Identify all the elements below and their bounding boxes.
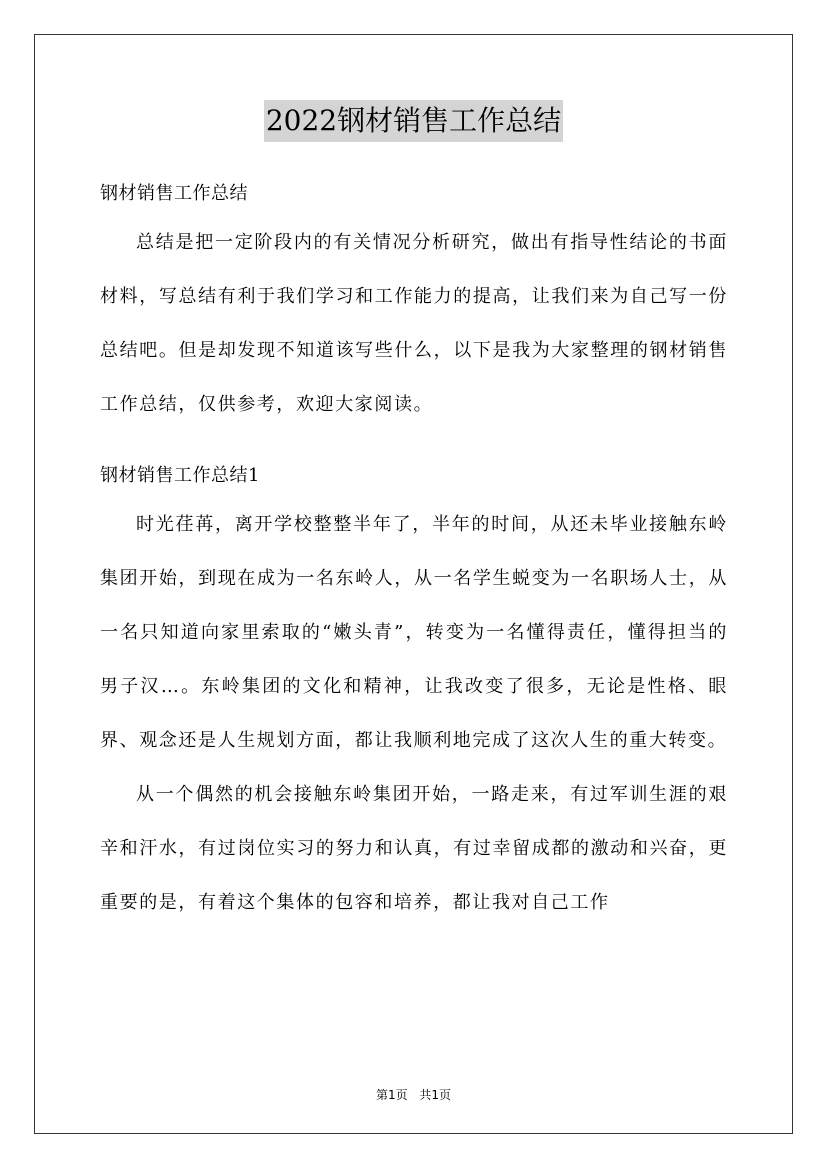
total-pages: 共1页 (419, 1088, 452, 1102)
page-number: 第1页 (375, 1088, 408, 1102)
section-spacer (100, 432, 728, 454)
document-title: 2022钢材销售工作总结 (264, 100, 563, 142)
section1-paragraph-1: 时光荏苒，离开学校整整半年了，半年的时间，从还未毕业接触东岭集团开始，到现在成为一名东岭人，从一名学生蜕变为一名职场人士，从一名只知道向家里索取的“嫩头青”，转变为一名懂得责任，懂得担当的男子汉…。东岭集团的文化和精神，让我改变了很多，无论是性格、眼界、观念还是人生规划方面，都让我顺利地完成了这次人生的重大转变。 (100, 514, 728, 751)
intro-paragraph: 总结是把一定阶段内的有关情况分析研究，做出有指导性结论的书面材料，写总结有利于我们学习和工作能力的提高，让我们来为自己写一份总结吧。但是却发现不知道该写些什么，以下是我为大家整理的钢材销售工作总结，仅供参考，欢迎大家阅读。 (100, 232, 728, 415)
intro-heading: 钢材销售工作总结 (100, 183, 248, 204)
title-container (0, 100, 827, 142)
document-body (100, 172, 728, 930)
page-footer (0, 1086, 827, 1103)
section1-heading: 钢材销售工作总结1 (100, 465, 260, 486)
section1-paragraph-2: 从一个偶然的机会接触东岭集团开始，一路走来，有过军训生涯的艰辛和汗水，有过岗位实习的努力和认真，有过幸留成都的激动和兴奋，更重要的是，有着这个集体的包容和培养，都让我对自己工作 (100, 784, 728, 913)
